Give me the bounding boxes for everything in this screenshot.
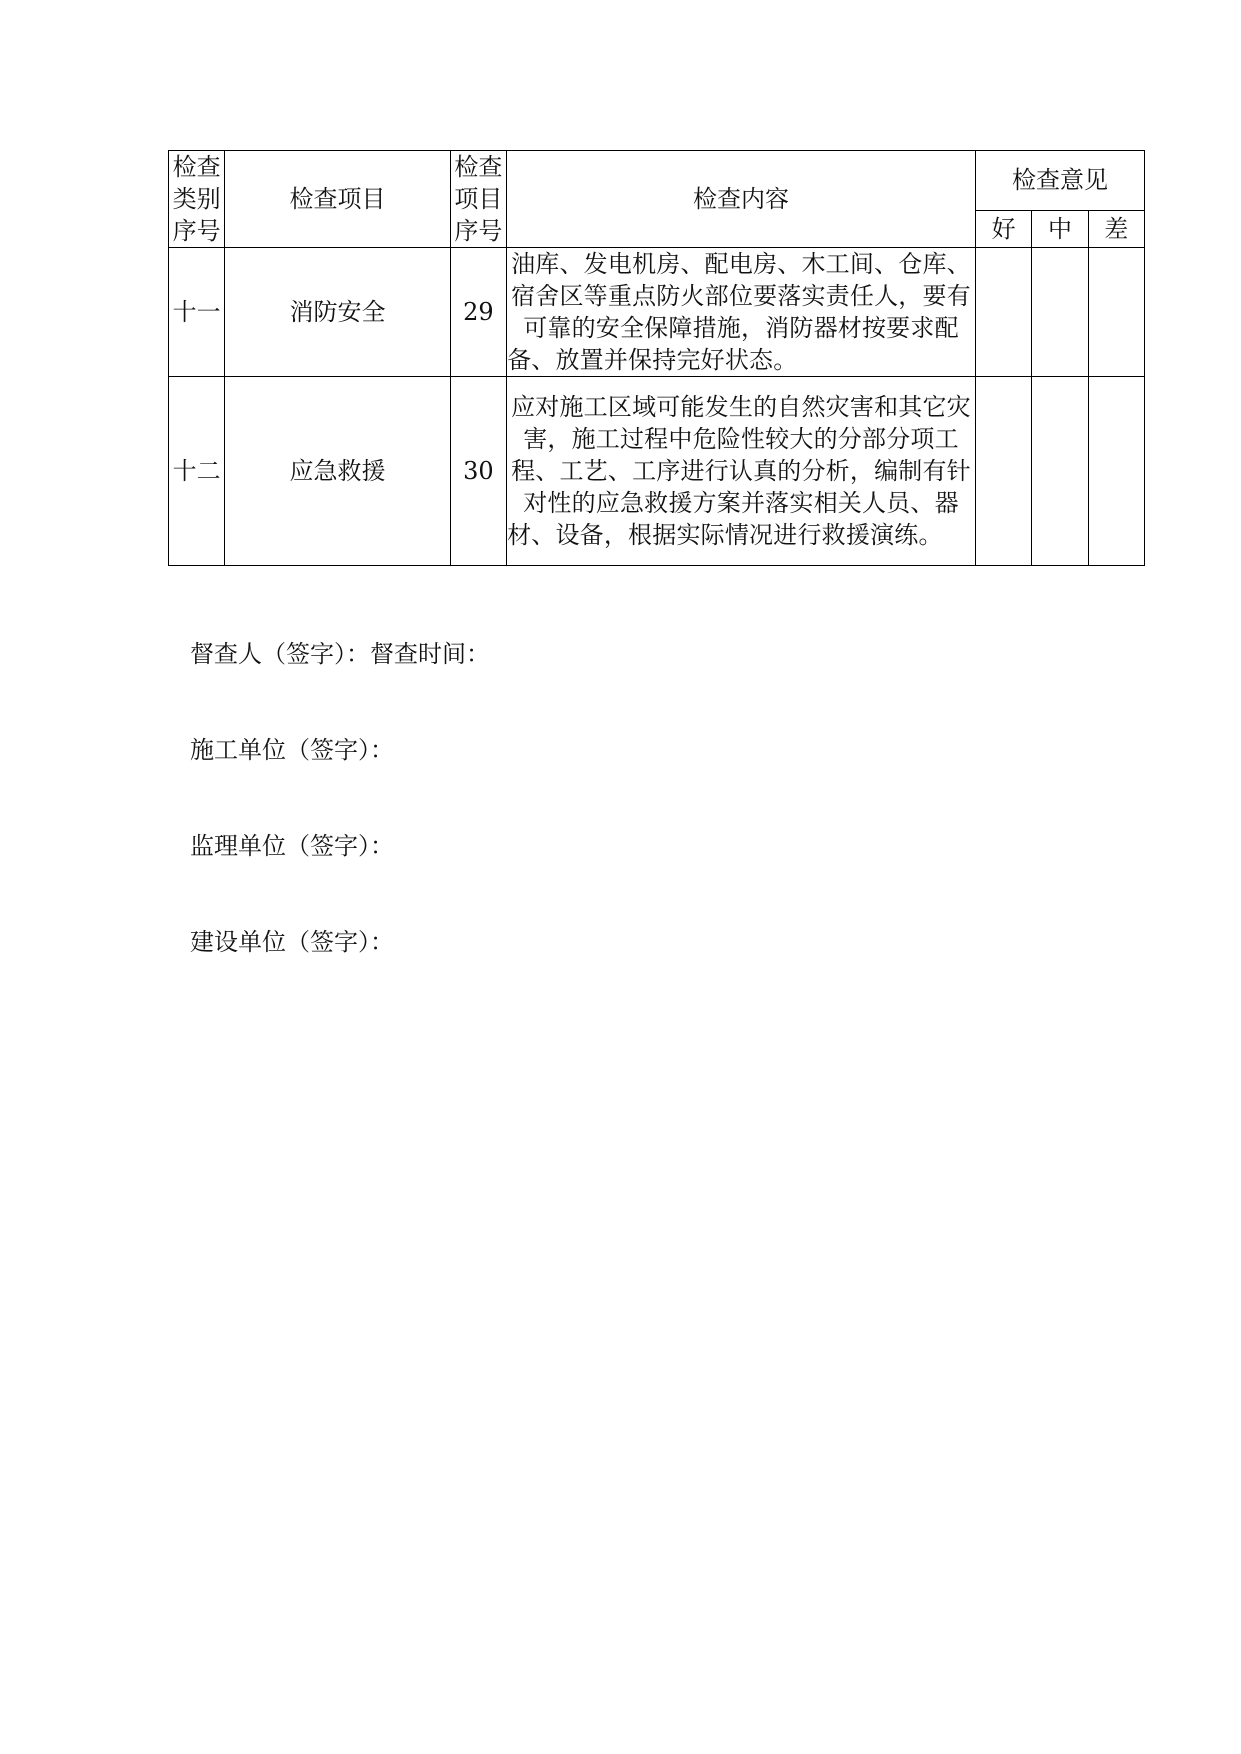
- header-item: 检查项目: [225, 151, 450, 248]
- header-item-no: [450, 151, 506, 248]
- row-good-cell[interactable]: [975, 377, 1031, 566]
- row-poor-cell[interactable]: [1088, 377, 1144, 566]
- header-category-no: [169, 151, 225, 248]
- row-content: 油库、发电机房、配电房、木工间、仓库、宿舍区等重点防火部位要落实责任人，要有可靠的安全保障措施，消防器材按要求配备、放置并保持完好状态。: [507, 248, 976, 377]
- row-item: 消防安全: [225, 248, 450, 377]
- table-header-row: [169, 151, 1145, 211]
- header-category-no-line: 序号: [172, 217, 221, 245]
- header-poor: 差: [1088, 210, 1144, 247]
- row-poor-cell[interactable]: [1088, 248, 1144, 377]
- row-category: 十一: [169, 248, 225, 377]
- inspection-table: [168, 150, 1145, 566]
- supervision-unit-signature-line: 监理单位（签字）：: [190, 832, 394, 860]
- header-opinion: 检查意见: [975, 151, 1144, 211]
- table-row: [169, 377, 1145, 566]
- header-good: 好: [975, 210, 1031, 247]
- construction-unit-signature-line: 施工单位（签字）：: [190, 736, 394, 764]
- header-item-no-line: 序号: [454, 217, 503, 245]
- row-medium-cell[interactable]: [1032, 248, 1088, 377]
- row-medium-cell[interactable]: [1032, 377, 1088, 566]
- header-medium: 中: [1032, 210, 1088, 247]
- supervisor-signature-line: 督查人（签字）：督查时间：: [190, 640, 490, 668]
- row-item-no: 30: [450, 377, 506, 566]
- owner-unit-signature-line: 建设单位（签字）：: [190, 928, 394, 956]
- header-item-no-line: 检查: [454, 153, 503, 181]
- row-good-cell[interactable]: [975, 248, 1031, 377]
- row-item: 应急救援: [225, 377, 450, 566]
- header-category-no-line: 检查: [172, 153, 221, 181]
- header-item-no-line: 项目: [454, 185, 503, 213]
- row-item-no: 29: [450, 248, 506, 377]
- row-content: 应对施工区域可能发生的自然灾害和其它灾害，施工过程中危险性较大的分部分项工程、工艺、工序进行认真的分析，编制有针对性的应急救援方案并落实相关人员、器材、设备，根据实际情况进行救援演练。: [507, 377, 976, 566]
- table-row: [169, 248, 1145, 377]
- header-content: 检查内容: [507, 151, 976, 248]
- row-category: 十二: [169, 377, 225, 566]
- header-category-no-line: 类别: [172, 185, 221, 213]
